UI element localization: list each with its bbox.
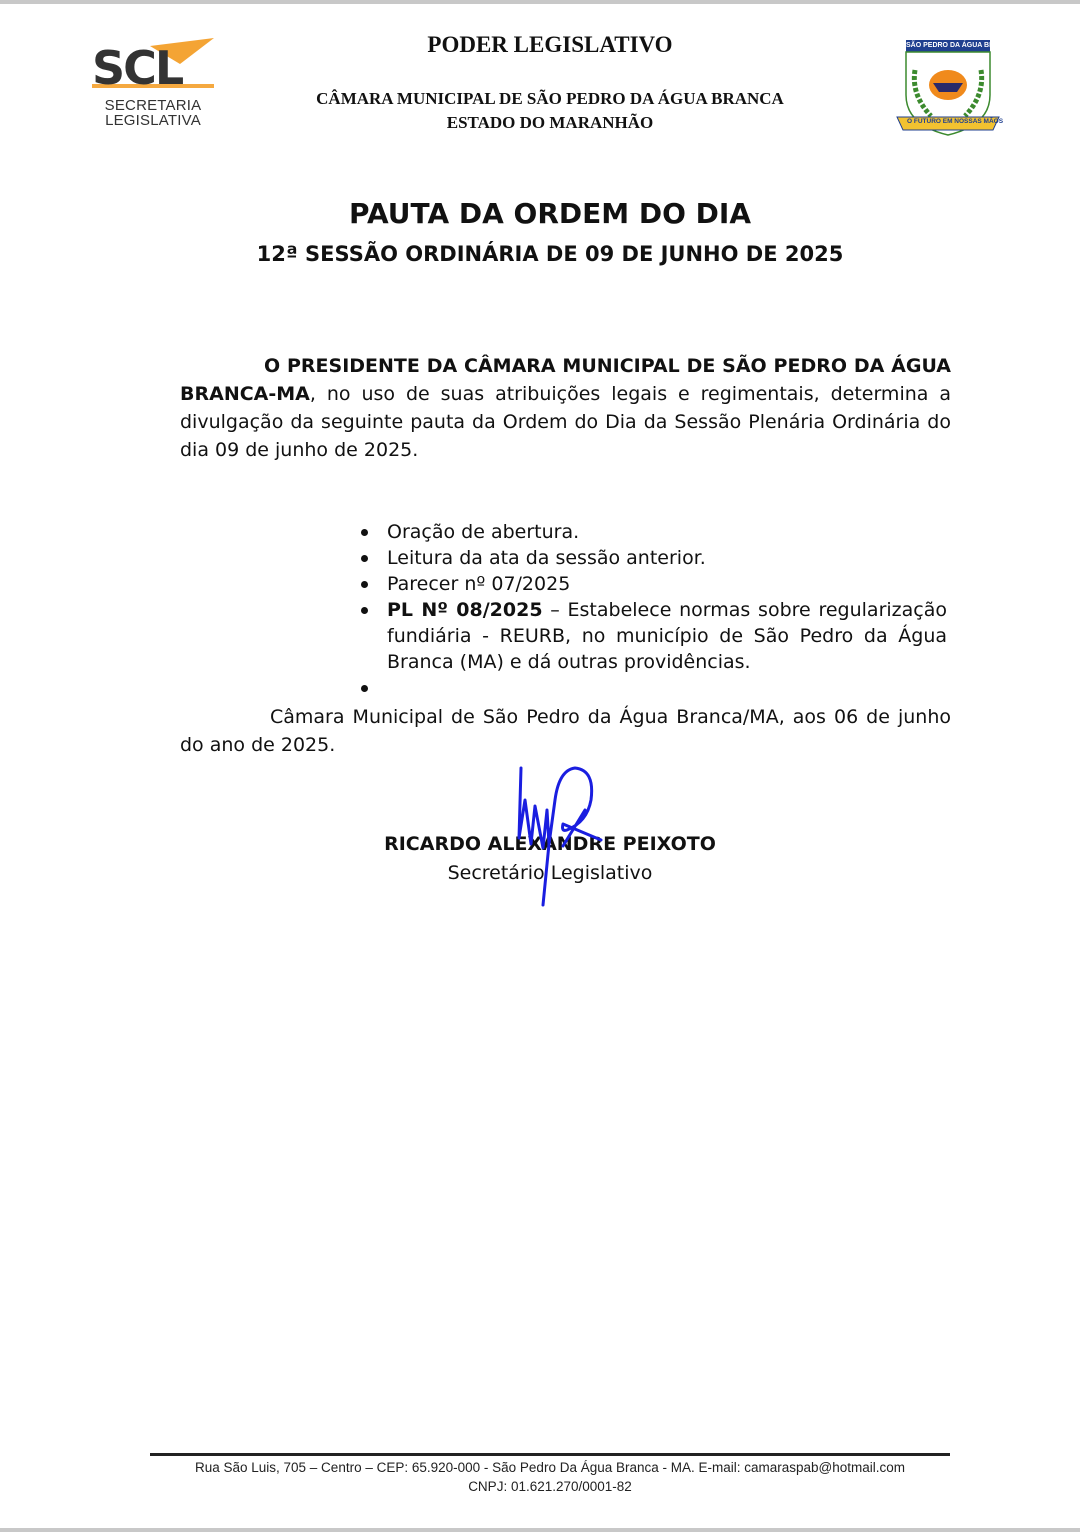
agenda-item-text: Oração de abertura. — [387, 521, 580, 543]
scl-logo-text: SCL — [92, 41, 183, 95]
footer-cnpj: CNPJ: 01.621.270/0001-82 — [468, 1479, 632, 1494]
signatory-role: Secretário Legislativo — [447, 862, 653, 884]
page-bottom-edge — [0, 1528, 1080, 1532]
footer-divider — [150, 1453, 950, 1456]
document-title: PAUTA DA ORDEM DO DIA — [349, 197, 751, 230]
agenda-item-bill-number: PL Nº 08/2025 — [387, 599, 543, 621]
scl-logo — [90, 36, 216, 132]
header-chamber-name: CÂMARA MUNICIPAL DE SÃO PEDRO DA ÁGUA BRANCA — [316, 89, 784, 108]
agenda-item — [355, 545, 947, 571]
signatory-name: RICARDO ALEXANDRE PEIXOTO — [384, 833, 716, 855]
agenda-item-text: – Estabelece normas sobre regularização fundiária - REURB, no município de São Pedro da Água Branca (MA) e dá outras providências. — [387, 599, 947, 673]
crest-top-text: SÃO PEDRO DA ÁGUA BRANCA — [906, 42, 1015, 49]
bullet-icon — [361, 555, 368, 562]
bullet-icon — [361, 529, 368, 536]
agenda-item — [355, 571, 947, 597]
bullet-icon — [361, 607, 368, 614]
bullet-icon — [361, 685, 368, 692]
closing-paragraph — [180, 703, 951, 759]
page-top-edge — [0, 0, 1080, 4]
intro-bold-text: O PRESIDENTE DA CÂMARA MUNICIPAL DE SÃO PEDRO DA ÁGUA BRANCA-MA — [180, 355, 951, 405]
crest-emblem-icon — [893, 40, 1015, 140]
intro-text: , no uso de suas atribuições legais e regimentais, determina a divulgação da seguinte pauta da Ordem do Dia da Sessão Plenária Ordinária do dia 09 de junho de 2025. — [180, 383, 951, 461]
header-title: PODER LEGISLATIVO — [427, 32, 673, 57]
bullet-icon — [361, 581, 368, 588]
scl-logo-line2: LEGISLATIVA — [105, 112, 201, 129]
agenda-item — [355, 519, 947, 545]
crest-ribbon-text: O FUTURO EM NOSSAS MÃOS — [907, 118, 1004, 125]
intro-paragraph — [180, 352, 951, 464]
document-subtitle: 12ª SESSÃO ORDINÁRIA DE 09 DE JUNHO DE 2025 — [256, 242, 844, 266]
agenda-item-text: Leitura da ata da sessão anterior. — [387, 547, 706, 569]
agenda-list — [355, 519, 947, 699]
agenda-item-text: Parecer nº 07/2025 — [387, 573, 571, 595]
agenda-item-empty — [355, 675, 947, 699]
footer-address: Rua São Luis, 705 – Centro – CEP: 65.920-000 - São Pedro Da Água Branca - MA. E-mail: camaraspab@hotmail.com — [194, 1460, 906, 1475]
closing-text: Câmara Municipal de São Pedro da Água Branca/MA, aos 06 de junho do ano de 2025. — [180, 706, 951, 756]
handwritten-signature — [505, 760, 615, 910]
header-state: ESTADO DO MARANHÃO — [446, 113, 654, 132]
agenda-item — [355, 597, 947, 675]
scl-logo-caption — [90, 98, 216, 128]
municipal-crest — [893, 40, 1015, 140]
scl-logo-line1: SECRETARIA — [104, 97, 202, 114]
scl-logo-mark — [90, 36, 216, 96]
